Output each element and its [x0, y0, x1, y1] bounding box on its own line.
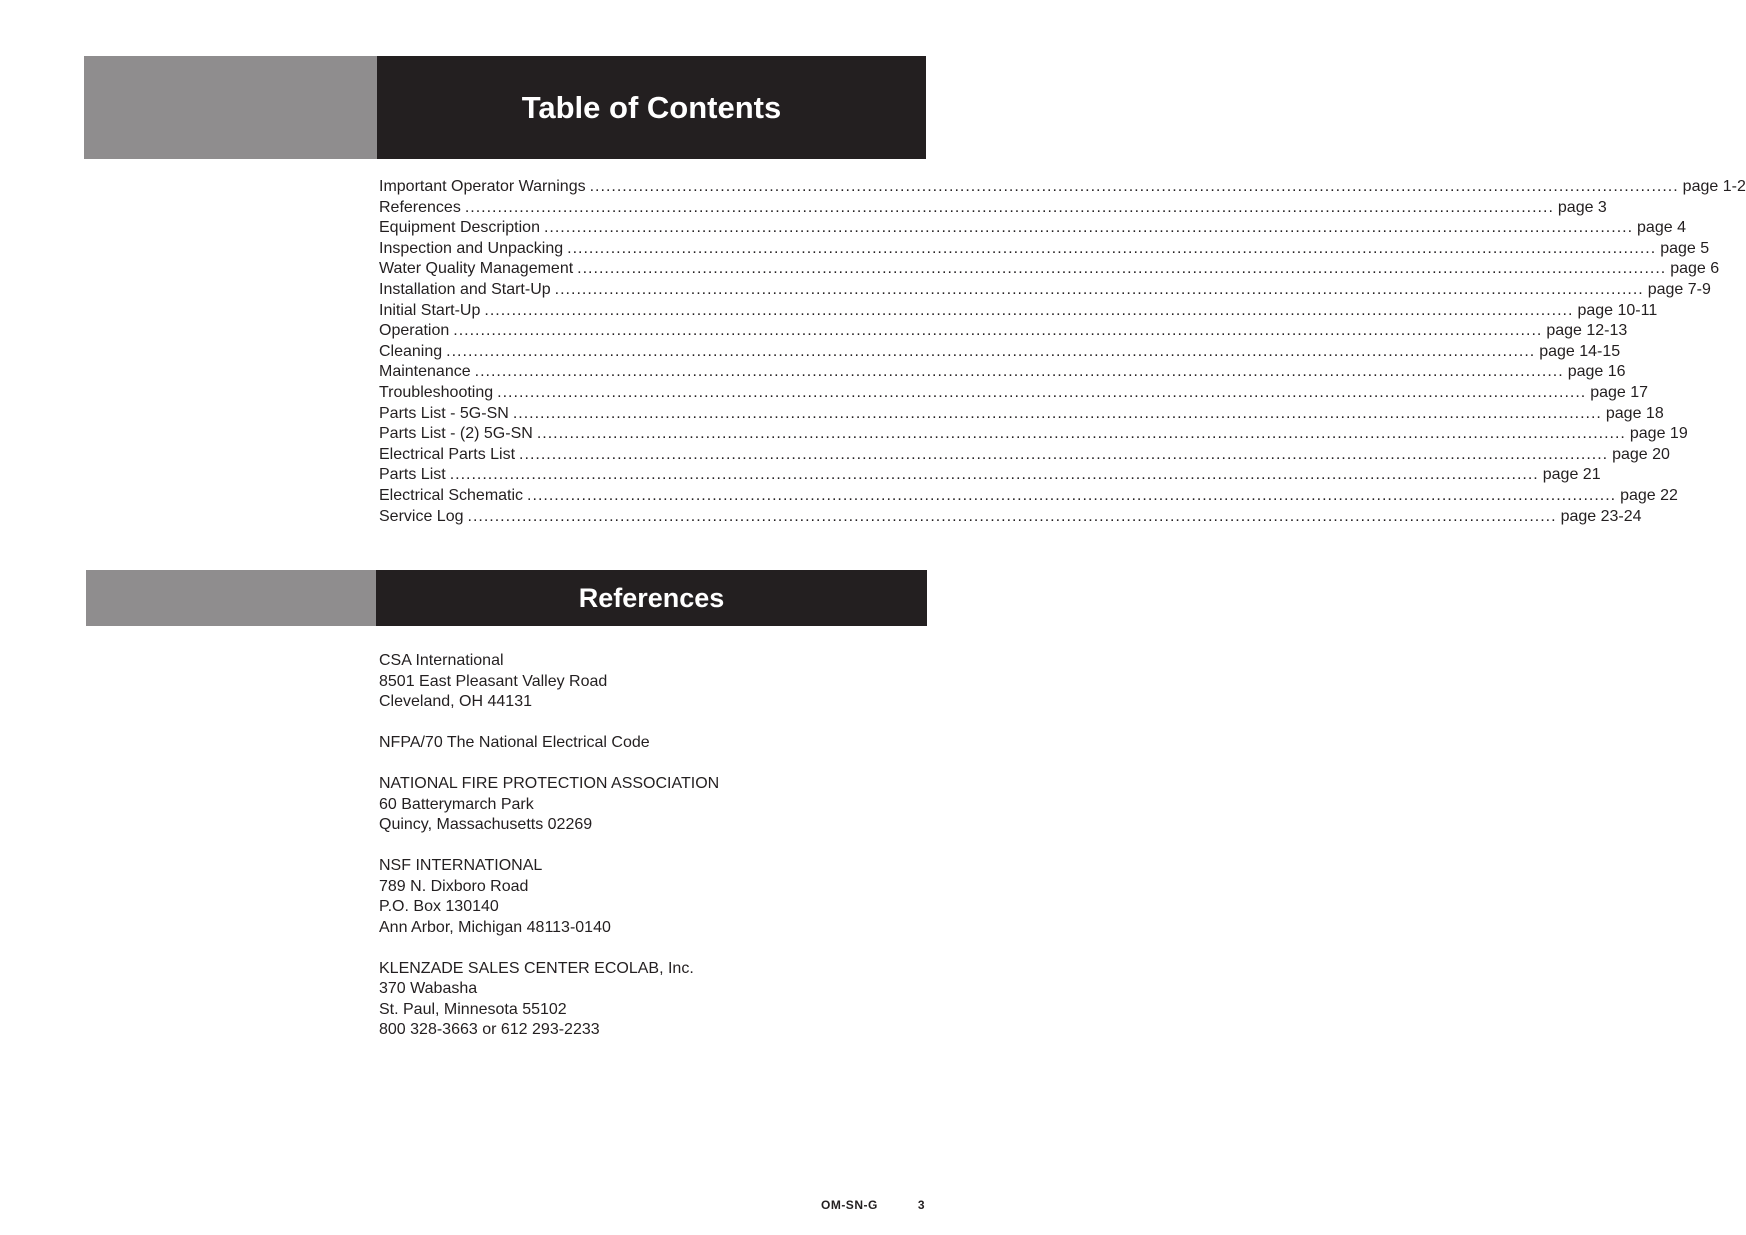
- toc-item-title: Inspection and Unpacking: [379, 239, 564, 257]
- toc-item: [379, 486, 1678, 507]
- toc-item: [379, 280, 1711, 301]
- toc-item-title: Equipment Description: [379, 219, 540, 237]
- toc-item-title: Parts List: [379, 466, 446, 484]
- toc-banner-grey-block: [84, 56, 377, 159]
- toc-leader-dots: ........................................................................................................................................................................................................: [577, 260, 1667, 278]
- toc-item: [379, 177, 1746, 198]
- toc-item-page: page 18: [1605, 404, 1664, 422]
- toc-item: [379, 507, 1642, 528]
- toc-item-page: page 14-15: [1539, 342, 1621, 360]
- toc-item-title: Maintenance: [379, 363, 471, 381]
- toc-item-page: page 1-2: [1682, 178, 1746, 195]
- reference-entry: [379, 856, 927, 938]
- toc-item-page: page 5: [1660, 239, 1710, 257]
- toc-leader-dots: ........................................................................................................................................................................................................: [567, 239, 1657, 257]
- toc-item-page: page 20: [1612, 445, 1670, 463]
- toc-item-page: page 10-11: [1577, 301, 1658, 319]
- reference-entry: [379, 651, 927, 713]
- toc-item-page: page 17: [1590, 383, 1649, 401]
- reference-line: 789 N. Dixboro Road: [379, 877, 529, 895]
- toc-item: [379, 362, 1626, 383]
- toc-leader-dots: ........................................................................................................................................................................................................: [527, 486, 1617, 504]
- toc-item-title: References: [379, 198, 461, 216]
- toc-item-page: page 16: [1567, 363, 1626, 381]
- toc-item-page: page 12-13: [1546, 322, 1628, 340]
- toc-item-title: Important Operator Warnings: [379, 178, 586, 195]
- toc-item-page: page 6: [1670, 260, 1720, 278]
- toc-item: [379, 218, 1686, 239]
- references-banner-grey-block: [86, 570, 376, 626]
- toc-leader-dots: ........................................................................................................................................................................................................: [484, 301, 1574, 319]
- toc-leader-dots: ........................................................................................................................................................................................................: [474, 363, 1564, 381]
- toc-item: [379, 198, 1607, 219]
- toc-item-page: page 23-24: [1560, 507, 1642, 525]
- toc-leader-dots: ........................................................................................................................................................................................................: [519, 445, 1609, 463]
- toc-leader-dots: ........................................................................................................................................................................................................: [467, 507, 1557, 525]
- document-code: OM-SN-G: [820, 1198, 878, 1212]
- toc-leader-dots: ........................................................................................................................................................................................................: [464, 198, 1554, 216]
- toc-item-page: page 3: [1557, 198, 1607, 216]
- toc-item-title: Electrical Parts List: [379, 445, 516, 463]
- page-footer: [821, 1198, 925, 1212]
- toc-item-title: Cleaning: [379, 342, 443, 360]
- reference-line: 8501 East Pleasant Valley Road: [379, 672, 608, 690]
- toc-item-title: Electrical Schematic: [379, 486, 524, 504]
- reference-line: NFPA/70 The National Electrical Code: [379, 734, 650, 751]
- toc-item: [379, 465, 1601, 486]
- toc-item-page: page 21: [1542, 466, 1601, 484]
- toc-leader-dots: ........................................................................................................................................................................................................: [554, 280, 1644, 298]
- toc-item: [379, 383, 1649, 404]
- toc-item: [379, 342, 1621, 363]
- reference-line: Ann Arbor, Michigan 48113-0140: [379, 918, 611, 936]
- toc-leader-dots: ........................................................................................................................................................................................................: [449, 466, 1539, 484]
- reference-line: Quincy, Massachusetts 02269: [379, 816, 593, 833]
- reference-line: NSF INTERNATIONAL: [379, 857, 543, 874]
- reference-line: 800 328-3663 or 612 293-2233: [379, 1021, 600, 1038]
- toc-item-title: Installation and Start-Up: [379, 280, 551, 298]
- toc-item-title: Parts List - 5G-SN: [379, 404, 509, 422]
- toc-item-title: Water Quality Management: [379, 260, 574, 278]
- toc-item-title: Initial Start-Up: [379, 301, 481, 319]
- toc-item: [379, 239, 1710, 260]
- toc-item: [379, 259, 1720, 280]
- reference-entry: [379, 774, 927, 836]
- references-list: [379, 651, 927, 1061]
- reference-line: 370 Wabasha: [379, 980, 478, 997]
- toc-heading: Table of Contents: [521, 89, 782, 125]
- reference-line: P.O. Box 130140: [379, 898, 499, 915]
- reference-line: St. Paul, Minnesota 55102: [379, 1000, 567, 1018]
- toc-item-page: page 19: [1629, 425, 1688, 443]
- toc-item-title: Troubleshooting: [379, 383, 494, 401]
- toc-item: [379, 445, 1670, 466]
- reference-entry: [379, 959, 927, 1041]
- reference-line: Cleveland, OH 44131: [379, 693, 532, 710]
- references-banner: [86, 570, 927, 626]
- toc-item: [379, 424, 1688, 445]
- references-heading: References: [578, 582, 725, 613]
- toc-leader-dots: ........................................................................................................................................................................................................: [446, 342, 1536, 360]
- toc-item-page: page 7-9: [1647, 280, 1711, 298]
- toc-item: [379, 321, 1628, 342]
- toc-item: [379, 301, 1658, 322]
- toc-item-title: Service Log: [379, 507, 464, 525]
- reference-entry: [379, 733, 927, 754]
- toc-item-page: page 22: [1620, 486, 1678, 504]
- toc-leader-dots: ........................................................................................................................................................................................................: [453, 322, 1543, 340]
- reference-line: 60 Batterymarch Park: [379, 795, 534, 813]
- toc-leader-dots: ........................................................................................................................................................................................................: [536, 425, 1626, 443]
- toc-item-title: Parts List - (2) 5G-SN: [379, 425, 533, 443]
- toc-banner: [84, 56, 926, 159]
- toc-item-title: Operation: [379, 322, 450, 340]
- toc-leader-dots: ........................................................................................................................................................................................................: [512, 404, 1602, 422]
- toc-leader-dots: ........................................................................................................................................................................................................: [497, 383, 1587, 401]
- toc-item-page: page 4: [1637, 219, 1686, 237]
- toc-leader-dots: ........................................................................................................................................................................................................: [543, 219, 1634, 237]
- toc-banner-dark-block: [377, 56, 926, 159]
- toc-item: [379, 404, 1664, 425]
- toc-list: [379, 177, 1746, 527]
- references-banner-dark-block: [376, 570, 927, 626]
- toc-leader-dots: ........................................................................................................................................................................................................: [589, 178, 1679, 195]
- reference-line: CSA International: [379, 652, 504, 669]
- page-number: 3: [917, 1198, 925, 1212]
- reference-line: NATIONAL FIRE PROTECTION ASSOCIATION: [379, 775, 720, 792]
- reference-line: KLENZADE SALES CENTER ECOLAB, Inc.: [379, 959, 694, 977]
